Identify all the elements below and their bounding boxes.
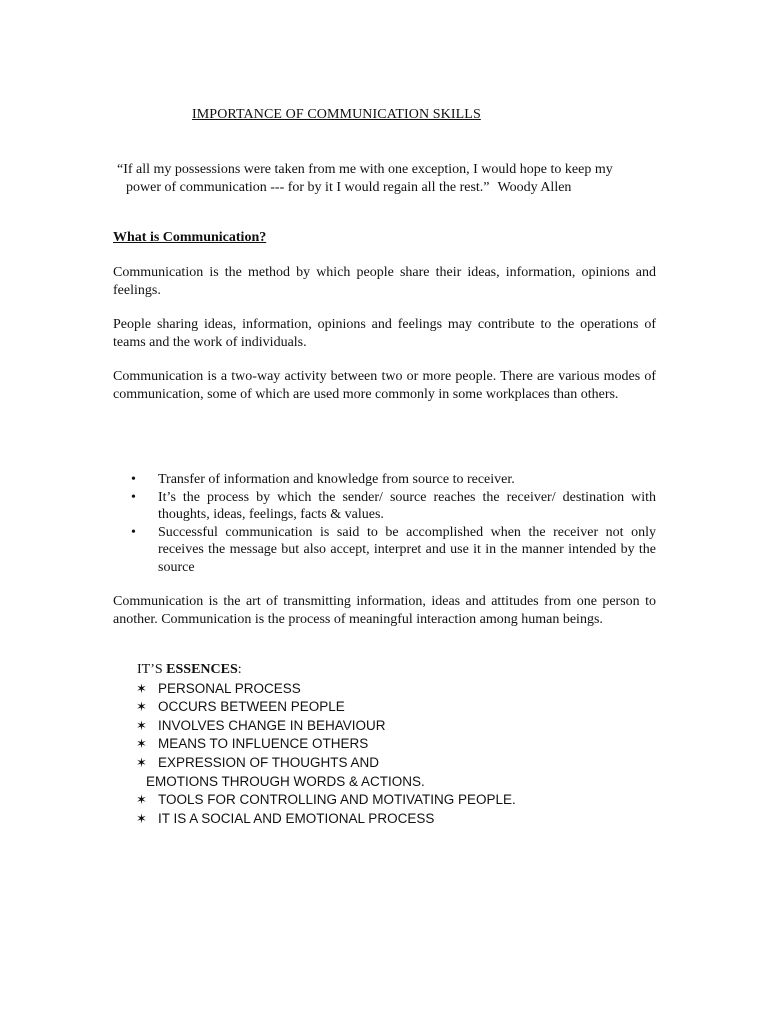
paragraph-sharing: People sharing ideas, information, opinions and feelings may contribute to the operations of teams and the work of individuals. xyxy=(113,317,656,350)
essences-heading xyxy=(137,661,516,680)
bullet-list xyxy=(131,471,656,576)
essences-list xyxy=(136,680,516,829)
section-heading: What is Communication? xyxy=(113,230,267,245)
list-item-text: PERSONAL PROCESS xyxy=(158,680,301,696)
opening-quote xyxy=(117,161,657,196)
quote-line-1: “If all my possessions were taken from me with one exception, I would hope to keep my xyxy=(117,162,613,177)
list-item-text: EXPRESSION OF THOUGHTS AND xyxy=(158,754,380,770)
bullet-dot-icon: • xyxy=(131,472,136,487)
star-bullet-icon: ✶ xyxy=(136,736,147,752)
list-item-text: IT IS A SOCIAL AND EMOTIONAL PROCESS xyxy=(158,810,435,826)
paragraph-two-way: Communication is a two-way activity between two or more people. There are various modes of communication, some of which are used more commonly in some workplaces than others. xyxy=(113,369,656,402)
essences-label: ESSENCES xyxy=(166,662,238,677)
paragraph-definition: Communication is the method by which people share their ideas, information, opinions and feelings. xyxy=(113,265,656,298)
list-item xyxy=(136,680,516,699)
quote-line-2 xyxy=(117,179,657,197)
paragraph-art: Communication is the art of transmitting information, ideas and attitudes from one person to another. Communication is the process of meaningful interaction among human beings. xyxy=(113,594,656,627)
star-bullet-icon: ✶ xyxy=(136,699,147,715)
list-item-text: MEANS TO INFLUENCE OTHERS xyxy=(158,736,369,752)
star-bullet-icon: ✶ xyxy=(136,717,147,733)
list-item xyxy=(131,471,656,489)
list-item xyxy=(136,717,516,736)
list-item-text: OCCURS BETWEEN PEOPLE xyxy=(158,699,345,715)
star-bullet-icon: ✶ xyxy=(136,792,147,808)
star-bullet-icon: ✶ xyxy=(136,810,147,826)
list-item xyxy=(136,698,516,717)
list-item-text: TOOLS FOR CONTROLLING AND MOTIVATING PEOPLE. xyxy=(158,792,516,808)
star-bullet-icon: ✶ xyxy=(136,754,147,770)
list-item-continuation: EMOTIONS THROUGH WORDS & ACTIONS. xyxy=(146,773,425,789)
bullet-dot-icon: • xyxy=(131,524,136,540)
list-item-text: Transfer of information and knowledge from source to receiver. xyxy=(158,472,515,487)
list-item xyxy=(131,489,656,524)
bullet-dot-icon: • xyxy=(131,489,136,505)
quote-line-2-text: power of communication --- for by it I would regain all the rest.” xyxy=(126,179,490,195)
quote-author: Woody Allen xyxy=(497,179,572,195)
essences-section xyxy=(137,661,516,828)
list-item xyxy=(136,791,516,810)
list-item xyxy=(136,754,516,791)
essences-prefix: IT’S xyxy=(137,662,167,677)
star-bullet-icon: ✶ xyxy=(136,680,147,696)
list-item-text: INVOLVES CHANGE IN BEHAVIOUR xyxy=(158,717,386,733)
document-title: IMPORTANCE OF COMMUNICATION SKILLS xyxy=(192,107,481,122)
list-item-text: It’s the process by which the sender/ source reaches the receiver/ destination with thoughts, ideas, feelings, facts & values. xyxy=(158,489,656,522)
list-item xyxy=(131,524,656,577)
list-item xyxy=(136,735,516,754)
list-item xyxy=(136,810,516,829)
list-item-text: Successful communication is said to be accomplished when the receiver not only receives the message but also accept, interpret and use it in the manner intended by the source xyxy=(158,524,656,575)
essences-suffix: : xyxy=(237,662,242,677)
